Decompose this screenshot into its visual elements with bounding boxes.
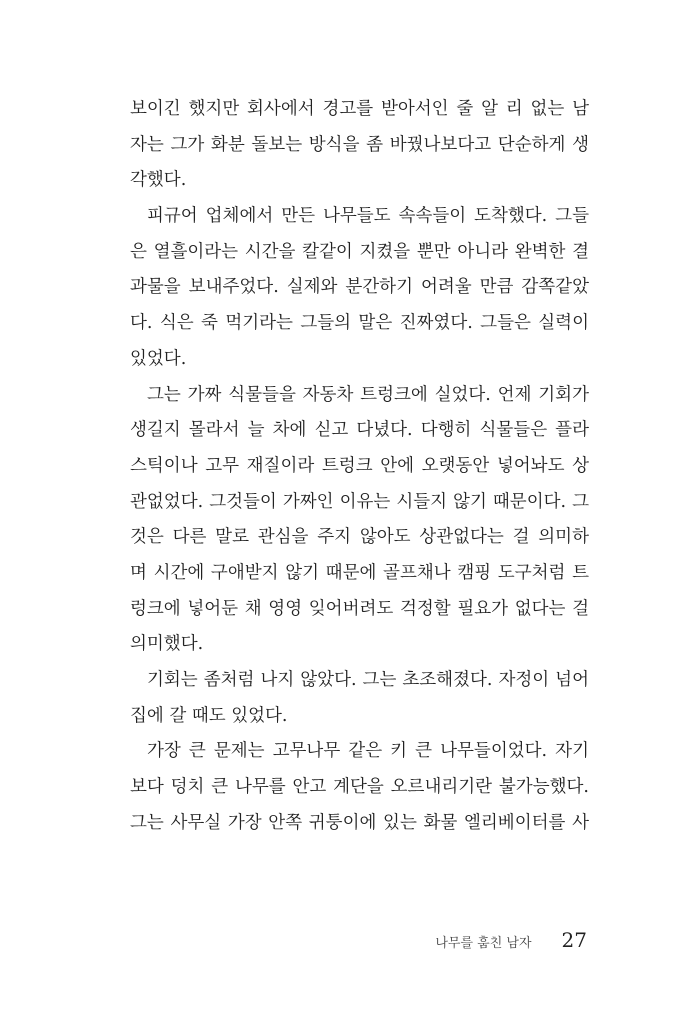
text-line: 은 열흘이라는 시간을 칼같이 지켰을 뿐만 아니라 완벽한 결 <box>130 241 589 262</box>
text-line: 피규어 업체에서 만든 나무들도 속속들이 도착했다. 그들 <box>147 206 589 227</box>
text-line: 각했다. <box>130 170 187 191</box>
text-line: 다. 식은 죽 먹기라는 그들의 말은 진짜였다. 그들은 실력이 <box>130 313 589 334</box>
text-line: 보다 덩치 큰 나무를 안고 계단을 오르내리기란 불가능했다. <box>130 777 589 798</box>
text-line: 보이긴 했지만 회사에서 경고를 받아서인 줄 알 리 없는 남 <box>130 99 589 119</box>
text-line: 그는 가짜 식물들을 자동차 트렁크에 실었다. 언제 기회가 <box>147 384 589 405</box>
text-line: 렁크에 넣어둔 채 영영 잊어버려도 걱정할 필요가 없다는 걸 <box>130 598 589 619</box>
text-line: 가장 큰 문제는 고무나무 같은 키 큰 나무들이었다. 자기 <box>147 741 589 762</box>
text-line: 생길지 몰라서 늘 차에 싣고 다녔다. 다행히 식물들은 플라 <box>130 420 589 441</box>
text-line: 스틱이나 고무 재질이라 트렁크 안에 오랫동안 넣어놔도 상 <box>130 455 589 476</box>
page-number: 27 <box>561 928 587 952</box>
text-line: 것은 다른 말로 관심을 주지 않아도 상관없다는 걸 의미하 <box>130 527 589 548</box>
text-line: 관없었다. 그것들이 가짜인 이유는 시들지 않기 때문이다. 그 <box>130 491 589 512</box>
running-title: 나무를 훔친 남자 <box>435 936 532 951</box>
text-line: 있었다. <box>130 348 187 369</box>
text-line: 며 시간에 구애받지 않기 때문에 골프채나 캠핑 도구처럼 트 <box>130 562 589 583</box>
text-line: 자는 그가 화분 돌보는 방식을 좀 바꿨나보다고 단순하게 생 <box>130 134 589 155</box>
text-line: 과물을 보내주었다. 실제와 분간하기 어려울 만큼 감쪽같았 <box>130 277 589 298</box>
page-footer <box>435 928 587 952</box>
text-line: 그는 사무실 가장 안쪽 귀퉁이에 있는 화물 엘리베이터를 사 <box>130 812 589 833</box>
text-line: 기회는 좀처럼 나지 않았다. 그는 초조해졌다. 자정이 넘어 <box>147 670 589 690</box>
body-text <box>130 92 589 841</box>
text-line: 의미했다. <box>130 634 204 655</box>
text-line: 집에 갈 때도 있었다. <box>130 705 288 726</box>
